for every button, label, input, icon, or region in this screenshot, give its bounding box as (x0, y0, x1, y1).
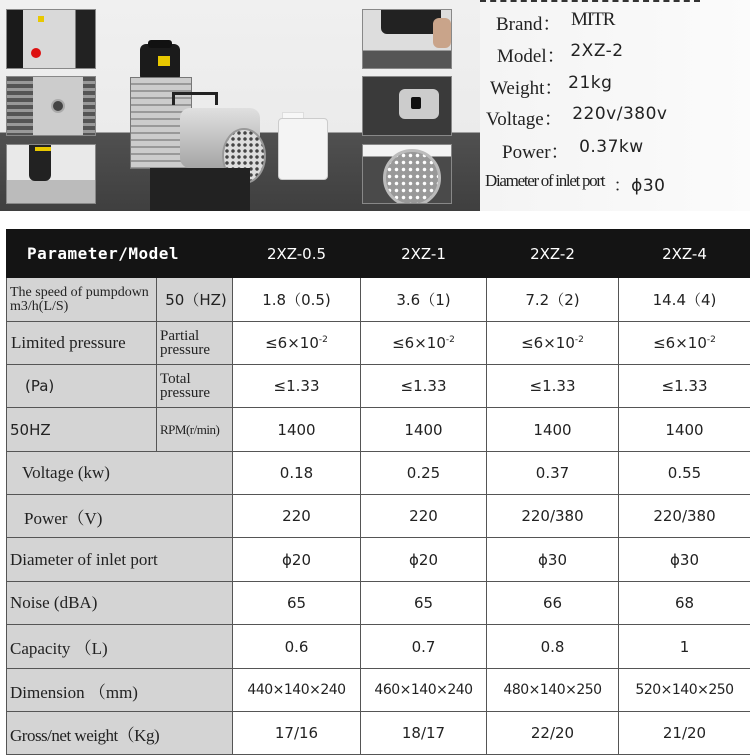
cell: 220/380 (487, 495, 619, 538)
exponent: -2 (575, 335, 584, 345)
cell: 520×140×250 (619, 669, 750, 712)
spec-model (497, 41, 624, 68)
row-sublabel: Partial pressure (157, 322, 233, 365)
row-label: The speed of pumpdown m3/h(L/S) (7, 278, 157, 322)
cell (233, 322, 361, 365)
row-label: Voltage (kw) (7, 452, 233, 495)
cell: 0.6 (233, 625, 361, 669)
row-label: Capacity （L) (7, 625, 233, 669)
table-row (7, 278, 750, 322)
row-label (7, 408, 157, 452)
cell: 22/20 (487, 712, 619, 755)
header-model: 2XZ-0.5 (233, 230, 361, 278)
cell: 65 (361, 582, 487, 625)
row-label: Dimension （mm) (7, 669, 233, 712)
table-row (7, 495, 750, 538)
spec-inlet (485, 171, 666, 196)
cell: 220/380 (619, 495, 750, 538)
spec-value: ：ϕ30 (614, 171, 666, 196)
cell: 460×140×240 (361, 669, 487, 712)
sight-glass-icon (51, 99, 65, 113)
spec-key: Brand： (496, 9, 561, 36)
row-sublabel: Total pressure (157, 365, 233, 408)
cell-value: ≤6×10 (392, 334, 446, 352)
cell: 440×140×240 (233, 669, 361, 712)
cell: 7.2（2) (487, 278, 619, 322)
fan-cover-icon (383, 149, 441, 204)
spec-value: MITR (571, 9, 615, 36)
table-row (7, 365, 750, 408)
parameter-table (6, 229, 750, 755)
table-row (7, 582, 750, 625)
filter-cap (381, 10, 441, 34)
exponent: -2 (707, 335, 716, 345)
pump-base (150, 168, 250, 211)
exponent: -2 (319, 335, 328, 345)
row-label: Limited pressure (7, 322, 157, 365)
table-row (7, 408, 750, 452)
switch-box-photo (362, 76, 452, 136)
warning-sticker (158, 56, 170, 66)
exhaust-filter-photo (6, 144, 96, 204)
header-model: 2XZ-2 (487, 230, 619, 278)
row-label: Diameter of inlet port (7, 538, 233, 582)
cell: 1400 (487, 408, 619, 452)
filter-label (35, 147, 51, 151)
row-label-text: 50HZ (10, 421, 51, 439)
hand (433, 18, 451, 48)
header-model: 2XZ-4 (619, 230, 750, 278)
cell: 0.7 (361, 625, 487, 669)
spec-key: Power： (502, 137, 570, 164)
cell: 0.25 (361, 452, 487, 495)
cell: ≤1.33 (487, 365, 619, 408)
header-parameter: Parameter/Model (7, 230, 233, 278)
table-header-row (7, 230, 750, 278)
cell: ϕ20 (361, 538, 487, 582)
cell: ϕ30 (619, 538, 750, 582)
row-label: Noise (dBA) (7, 582, 233, 625)
control-panel-photo (6, 9, 96, 69)
red-cap-icon (31, 48, 41, 58)
cell: 1 (619, 625, 750, 669)
cell: 66 (487, 582, 619, 625)
cell: ≤1.33 (233, 365, 361, 408)
cell: 1400 (619, 408, 750, 452)
cell: ϕ20 (233, 538, 361, 582)
row-label: Power（V) (7, 495, 233, 538)
spec-weight (490, 73, 612, 100)
cell: 0.18 (233, 452, 361, 495)
spec-value: 2XZ-2 (570, 41, 623, 68)
spec-brand (496, 9, 614, 36)
cell (487, 322, 619, 365)
cell: 65 (233, 582, 361, 625)
table-row (7, 669, 750, 712)
cell: 17/16 (233, 712, 361, 755)
motor-fan-photo (362, 144, 452, 204)
cell: 14.4（4) (619, 278, 750, 322)
cell-value: ≤6×10 (653, 334, 707, 352)
cell: 220 (361, 495, 487, 538)
row-label-text: (Pa) (25, 377, 54, 395)
spec-value: 0.37kw (579, 137, 644, 164)
oil-sight-glass-photo (6, 76, 96, 136)
cell: 220 (233, 495, 361, 538)
cell: 1400 (361, 408, 487, 452)
cell: ≤1.33 (361, 365, 487, 408)
cell: 18/17 (361, 712, 487, 755)
table-row (7, 452, 750, 495)
cell: 1.8（0.5) (233, 278, 361, 322)
spec-value: 21kg (568, 73, 612, 100)
cell: ϕ30 (487, 538, 619, 582)
cell (619, 322, 750, 365)
table-row (7, 712, 750, 755)
table-row (7, 538, 750, 582)
cell (361, 322, 487, 365)
spec-key: Weight： (490, 73, 563, 100)
power-switch-icon (411, 97, 421, 109)
oil-bottle (278, 118, 328, 180)
row-sublabel: RPM(r/min) (157, 408, 233, 452)
row-label: Gross/net weight（Kg) (7, 712, 233, 755)
cell: 0.55 (619, 452, 750, 495)
spec-power (502, 137, 644, 164)
exhaust-filter-cap (148, 40, 172, 48)
row-sublabel: 50（HZ) (157, 278, 233, 322)
cell: 0.37 (487, 452, 619, 495)
cell: 21/20 (619, 712, 750, 755)
cell: 1400 (233, 408, 361, 452)
cell-value: ≤6×10 (521, 334, 575, 352)
dashed-divider (480, 0, 700, 2)
spec-summary (480, 0, 750, 211)
table-row (7, 322, 750, 365)
spec-voltage (486, 104, 667, 131)
cell-value: ≤6×10 (265, 334, 319, 352)
cell: 0.8 (487, 625, 619, 669)
warning-label-icon (38, 16, 44, 22)
cell: 480×140×250 (487, 669, 619, 712)
cell: 3.6（1) (361, 278, 487, 322)
product-photo-banner (0, 0, 480, 211)
filter-install-photo (362, 9, 452, 69)
spec-key: Diameter of inlet port (485, 171, 604, 196)
exponent: -2 (446, 335, 455, 345)
spec-key: Model： (497, 41, 566, 68)
cell: 68 (619, 582, 750, 625)
cell: ≤1.33 (619, 365, 750, 408)
spec-value: 220v/380v (572, 104, 667, 131)
header-model: 2XZ-1 (361, 230, 487, 278)
table-row (7, 625, 750, 669)
pump-handle (172, 92, 218, 105)
row-label (7, 365, 157, 408)
spec-key: Voltage： (486, 104, 563, 131)
